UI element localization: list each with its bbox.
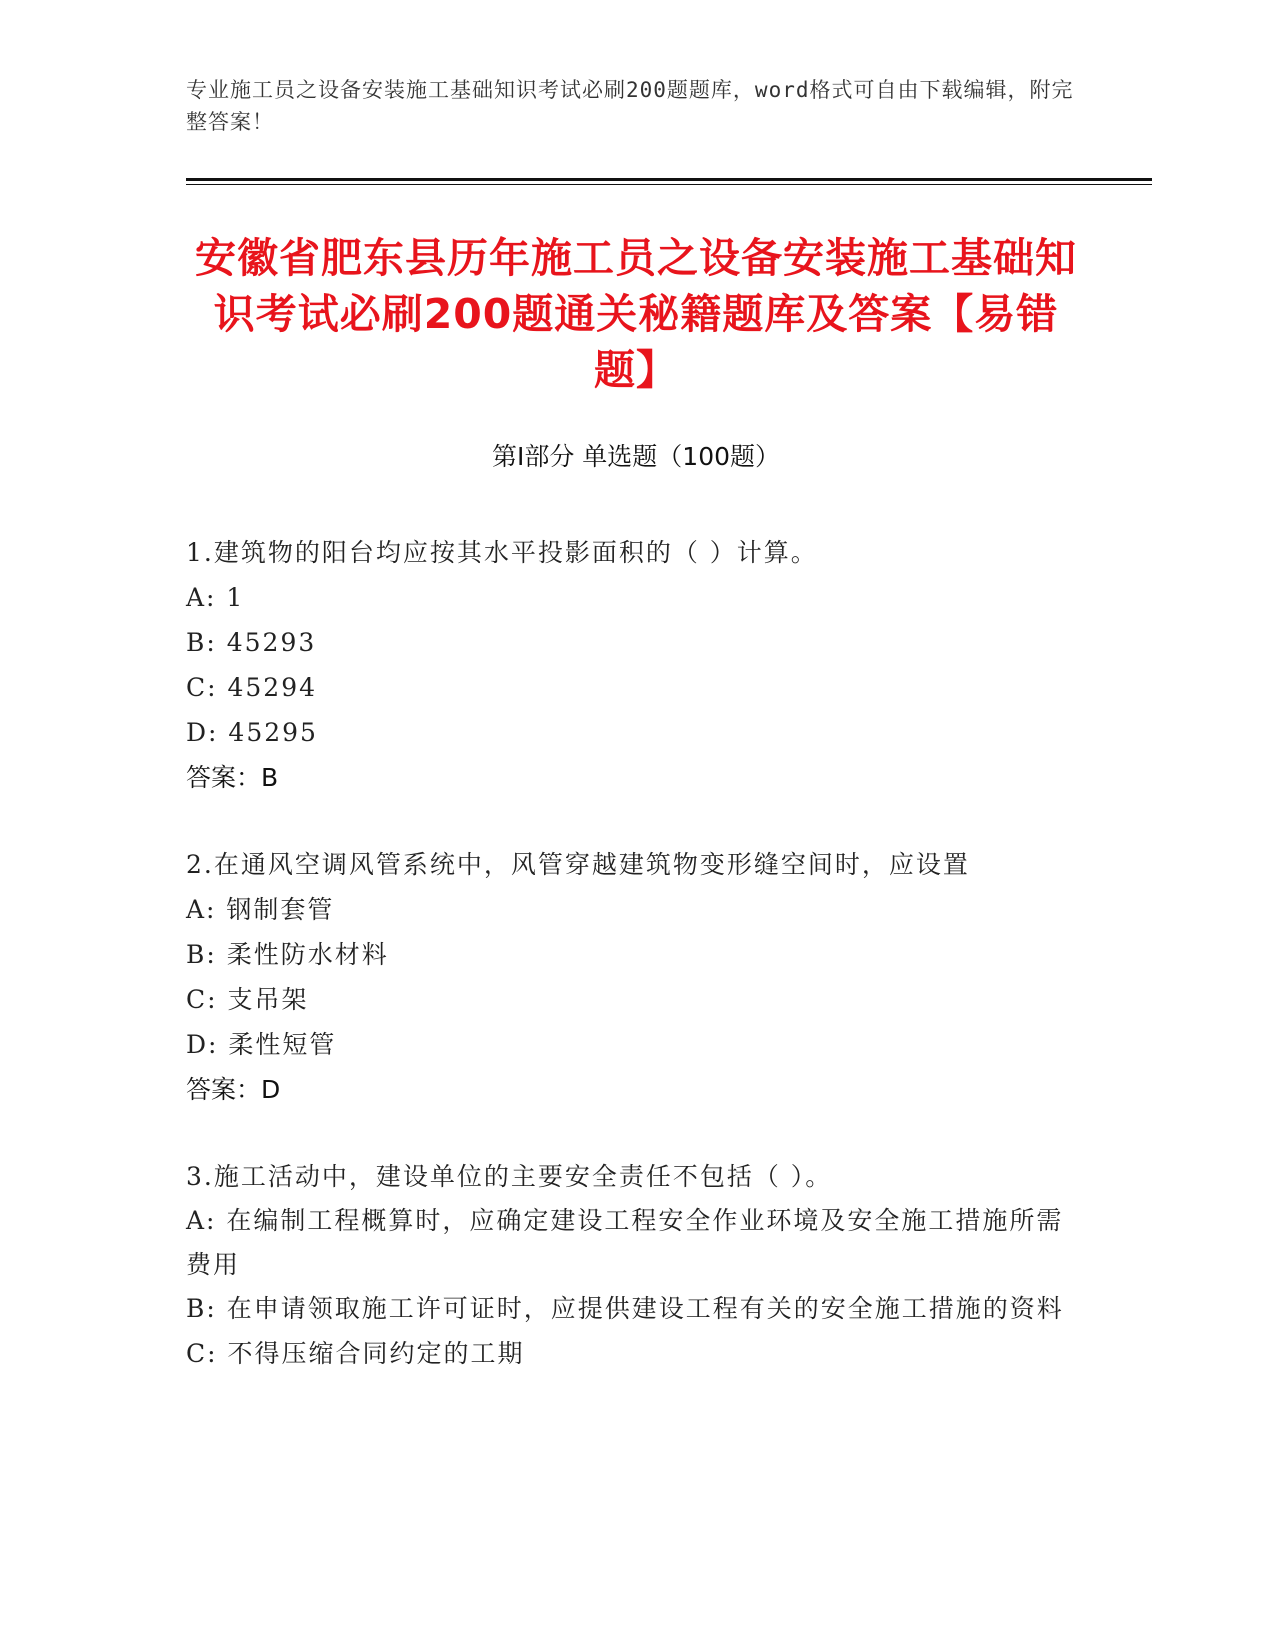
question-1	[186, 530, 1086, 800]
option-a: A: 1	[186, 583, 245, 612]
answer-label: 答案：D	[186, 1075, 281, 1104]
option-b: B: 在申请领取施工许可证时，应提供建设工程有关的安全施工措施的资料	[186, 1294, 1064, 1323]
option-d: D: 45295	[186, 718, 318, 747]
header-divider-thick	[186, 178, 1152, 181]
question-stem: 1.建筑物的阳台均应按其水平投影面积的（ ）计算。	[186, 538, 818, 567]
header-divider-thin	[186, 184, 1152, 185]
option-b: B: 45293	[186, 628, 317, 657]
header-note: 专业施工员之设备安装施工基础知识考试必刷200题题库，word格式可自由下载编辑，附完整答案！	[186, 78, 1074, 134]
question-2	[186, 842, 1086, 1112]
option-c: C: 不得压缩合同约定的工期	[186, 1339, 525, 1368]
question-list	[186, 530, 1086, 1418]
answer-label: 答案：B	[186, 763, 279, 792]
question-stem: 2.在通风空调风管系统中，风管穿越建筑物变形缝空间时，应设置	[186, 850, 970, 879]
section-heading: 第Ⅰ部分 单选题（100题）	[491, 442, 781, 471]
option-a: A: 在编制工程概算时，应确定建设工程安全作业环境及安全施工措施所需费用	[186, 1206, 1064, 1279]
document-title: 安徽省肥东县历年施工员之设备安装施工基础知识考试必刷200题通关秘籍题库及答案【易错题】	[195, 234, 1077, 394]
option-c: C: 支吊架	[186, 985, 309, 1014]
option-c: C: 45294	[186, 673, 318, 702]
option-a: A: 钢制套管	[186, 895, 335, 924]
option-d: D: 柔性短管	[186, 1030, 337, 1059]
question-3	[186, 1154, 1086, 1376]
question-stem: 3.施工活动中，建设单位的主要安全责任不包括（ ）。	[186, 1162, 833, 1191]
option-b: B: 柔性防水材料	[186, 940, 389, 969]
